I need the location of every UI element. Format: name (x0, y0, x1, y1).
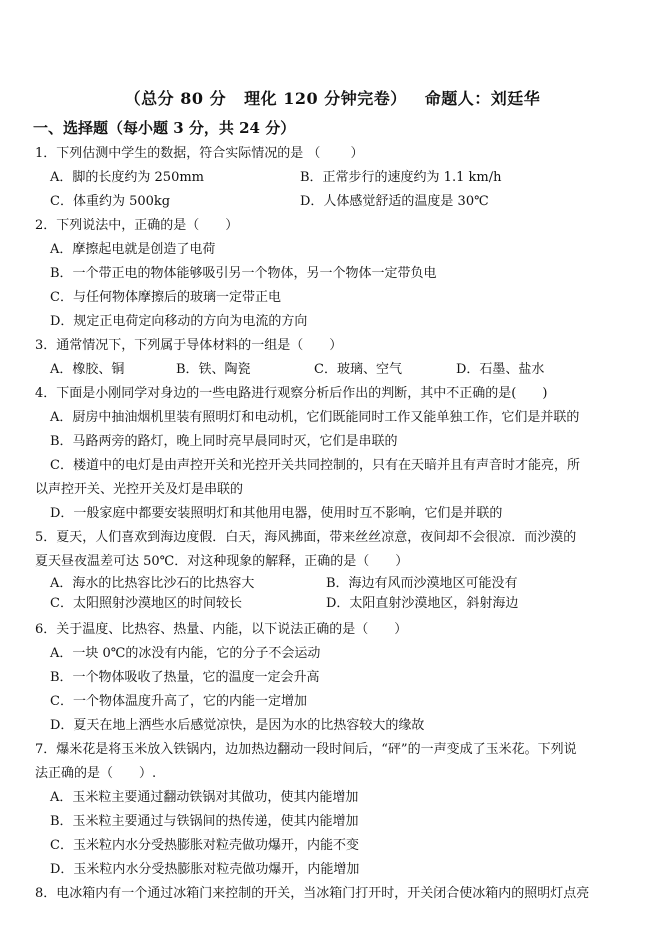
q6-option-a: A．一块 0℃的冰没有内能，它的分子不会运动 (50, 646, 321, 661)
q7-option-c: C．玉米粒内水分受热膨胀对粒壳做功爆开，内能不变 (50, 838, 359, 853)
q1-option-c: C．体重约为 500kg (50, 194, 171, 209)
q5-option-c: C．太阳照射沙漠地区的时间较长 (50, 596, 242, 611)
q2-option-c: C．与任何物体摩擦后的玻璃一定带正电 (50, 290, 281, 305)
q7-option-d: D．玉米粒内水分受热膨胀对粒壳做功爆开，内能增加 (50, 862, 360, 877)
q5-option-d: D．太阳直射沙漠地区，斜射海边 (326, 596, 519, 611)
q2-stem: 2．下列说法中，正确的是（ ） (35, 218, 239, 233)
q5-option-b: B．海边有风而沙漠地区可能没有 (326, 576, 518, 591)
q4-option-c-line1: C．楼道中的电灯是由声控开关和光控开关共同控制的，只有在天暗并且有声音时才能亮，所 (50, 458, 580, 473)
q6-option-c: C．一个物体温度升高了，它的内能一定增加 (50, 694, 307, 709)
q4-option-c-line2: 以声控开关、光控开关及灯是串联的 (35, 482, 244, 497)
q4-option-a: A．厨房中抽油烟机里装有照明灯和电动机，它们既能同时工作又能单独工作，它们是并联的 (50, 410, 580, 425)
q1-stem: 1．下列估测中学生的数据，符合实际情况的是 （ ） (35, 146, 364, 161)
q3-option-a: A．橡胶、铜 (50, 362, 125, 377)
q7-stem-line1: 7．爆米花是将玉米放入铁锅内，边加热边翻动一段时间后，“砰”的一声变成了玉米花。下列说 (35, 742, 577, 757)
q1-option-b: B．正常步行的速度约为 1.1 km/h (300, 170, 502, 185)
q8-stem: 8．电冰箱内有一个通过冰箱门来控制的开关，当冰箱门打开时，开关闭合使冰箱内的照明灯点亮 (35, 886, 590, 901)
q2-option-d: D．规定正电荷定向移动的方向为电流的方向 (50, 314, 308, 329)
q3-option-d: D．石墨、盐水 (456, 362, 545, 377)
q7-option-a: A．玉米粒主要通过翻动铁锅对其做功，使其内能增加 (50, 790, 359, 805)
q3-option-b: B．铁、陶瓷 (176, 362, 251, 377)
q5-stem-line2: 夏天昼夜温差可达 50℃．对这种现象的解释，正确的是（ ） (35, 554, 409, 569)
total-score: （总分 80 分 (124, 89, 227, 108)
q4-stem: 4．下面是小刚同学对身边的一些电路进行观察分析后作出的判断，其中不正确的是( ) (35, 386, 548, 401)
q3-stem: 3．通常情况下，下列属于导体材料的一组是（ ） (35, 338, 343, 353)
author: 命题人：刘廷华 (424, 89, 541, 108)
q4-option-d: D．一般家庭中都要安装照明灯和其他用电器，使用时互不影响，它们是并联的 (50, 506, 503, 521)
q6-stem: 6．关于温度、比热容、热量、内能，以下说法正确的是（ ） (35, 622, 408, 637)
q2-option-a: A．摩擦起电就是创造了电荷 (50, 242, 216, 257)
section-title: 一、选择题（每小题 3 分，共 24 分） (33, 119, 296, 137)
exam-header (0, 86, 665, 109)
q6-option-b: B．一个物体吸收了热量，它的温度一定会升高 (50, 670, 320, 685)
q6-option-d: D．夏天在地上洒些水后感觉凉快，是因为水的比热容较大的缘故 (50, 718, 425, 733)
q7-stem-line2: 法正确的是（ ）. (35, 766, 157, 781)
q5-option-a: A．海水的比热容比沙石的比热容大 (50, 576, 255, 591)
q5-stem-line1: 5．夏天，人们喜欢到海边度假．白天，海风拂面，带来丝丝凉意，夜间却不会很凉．而沙漠的 (35, 530, 577, 545)
q1-option-a: A．脚的长度约为 250mm (50, 170, 204, 185)
q4-option-b: B．马路两旁的路灯，晚上同时亮早晨同时灭，它们是串联的 (50, 434, 398, 449)
q3-option-c: C．玻璃、空气 (314, 362, 402, 377)
exam-info: 理化 120 分钟完卷） (244, 89, 407, 108)
q2-option-b: B．一个带正电的物体能够吸引另一个物体，另一个物体一定带负电 (50, 266, 437, 281)
q7-option-b: B．玉米粒主要通过与铁锅间的热传递，使其内能增加 (50, 814, 359, 829)
q1-option-d: D．人体感觉舒适的温度是 30℃ (300, 194, 489, 209)
